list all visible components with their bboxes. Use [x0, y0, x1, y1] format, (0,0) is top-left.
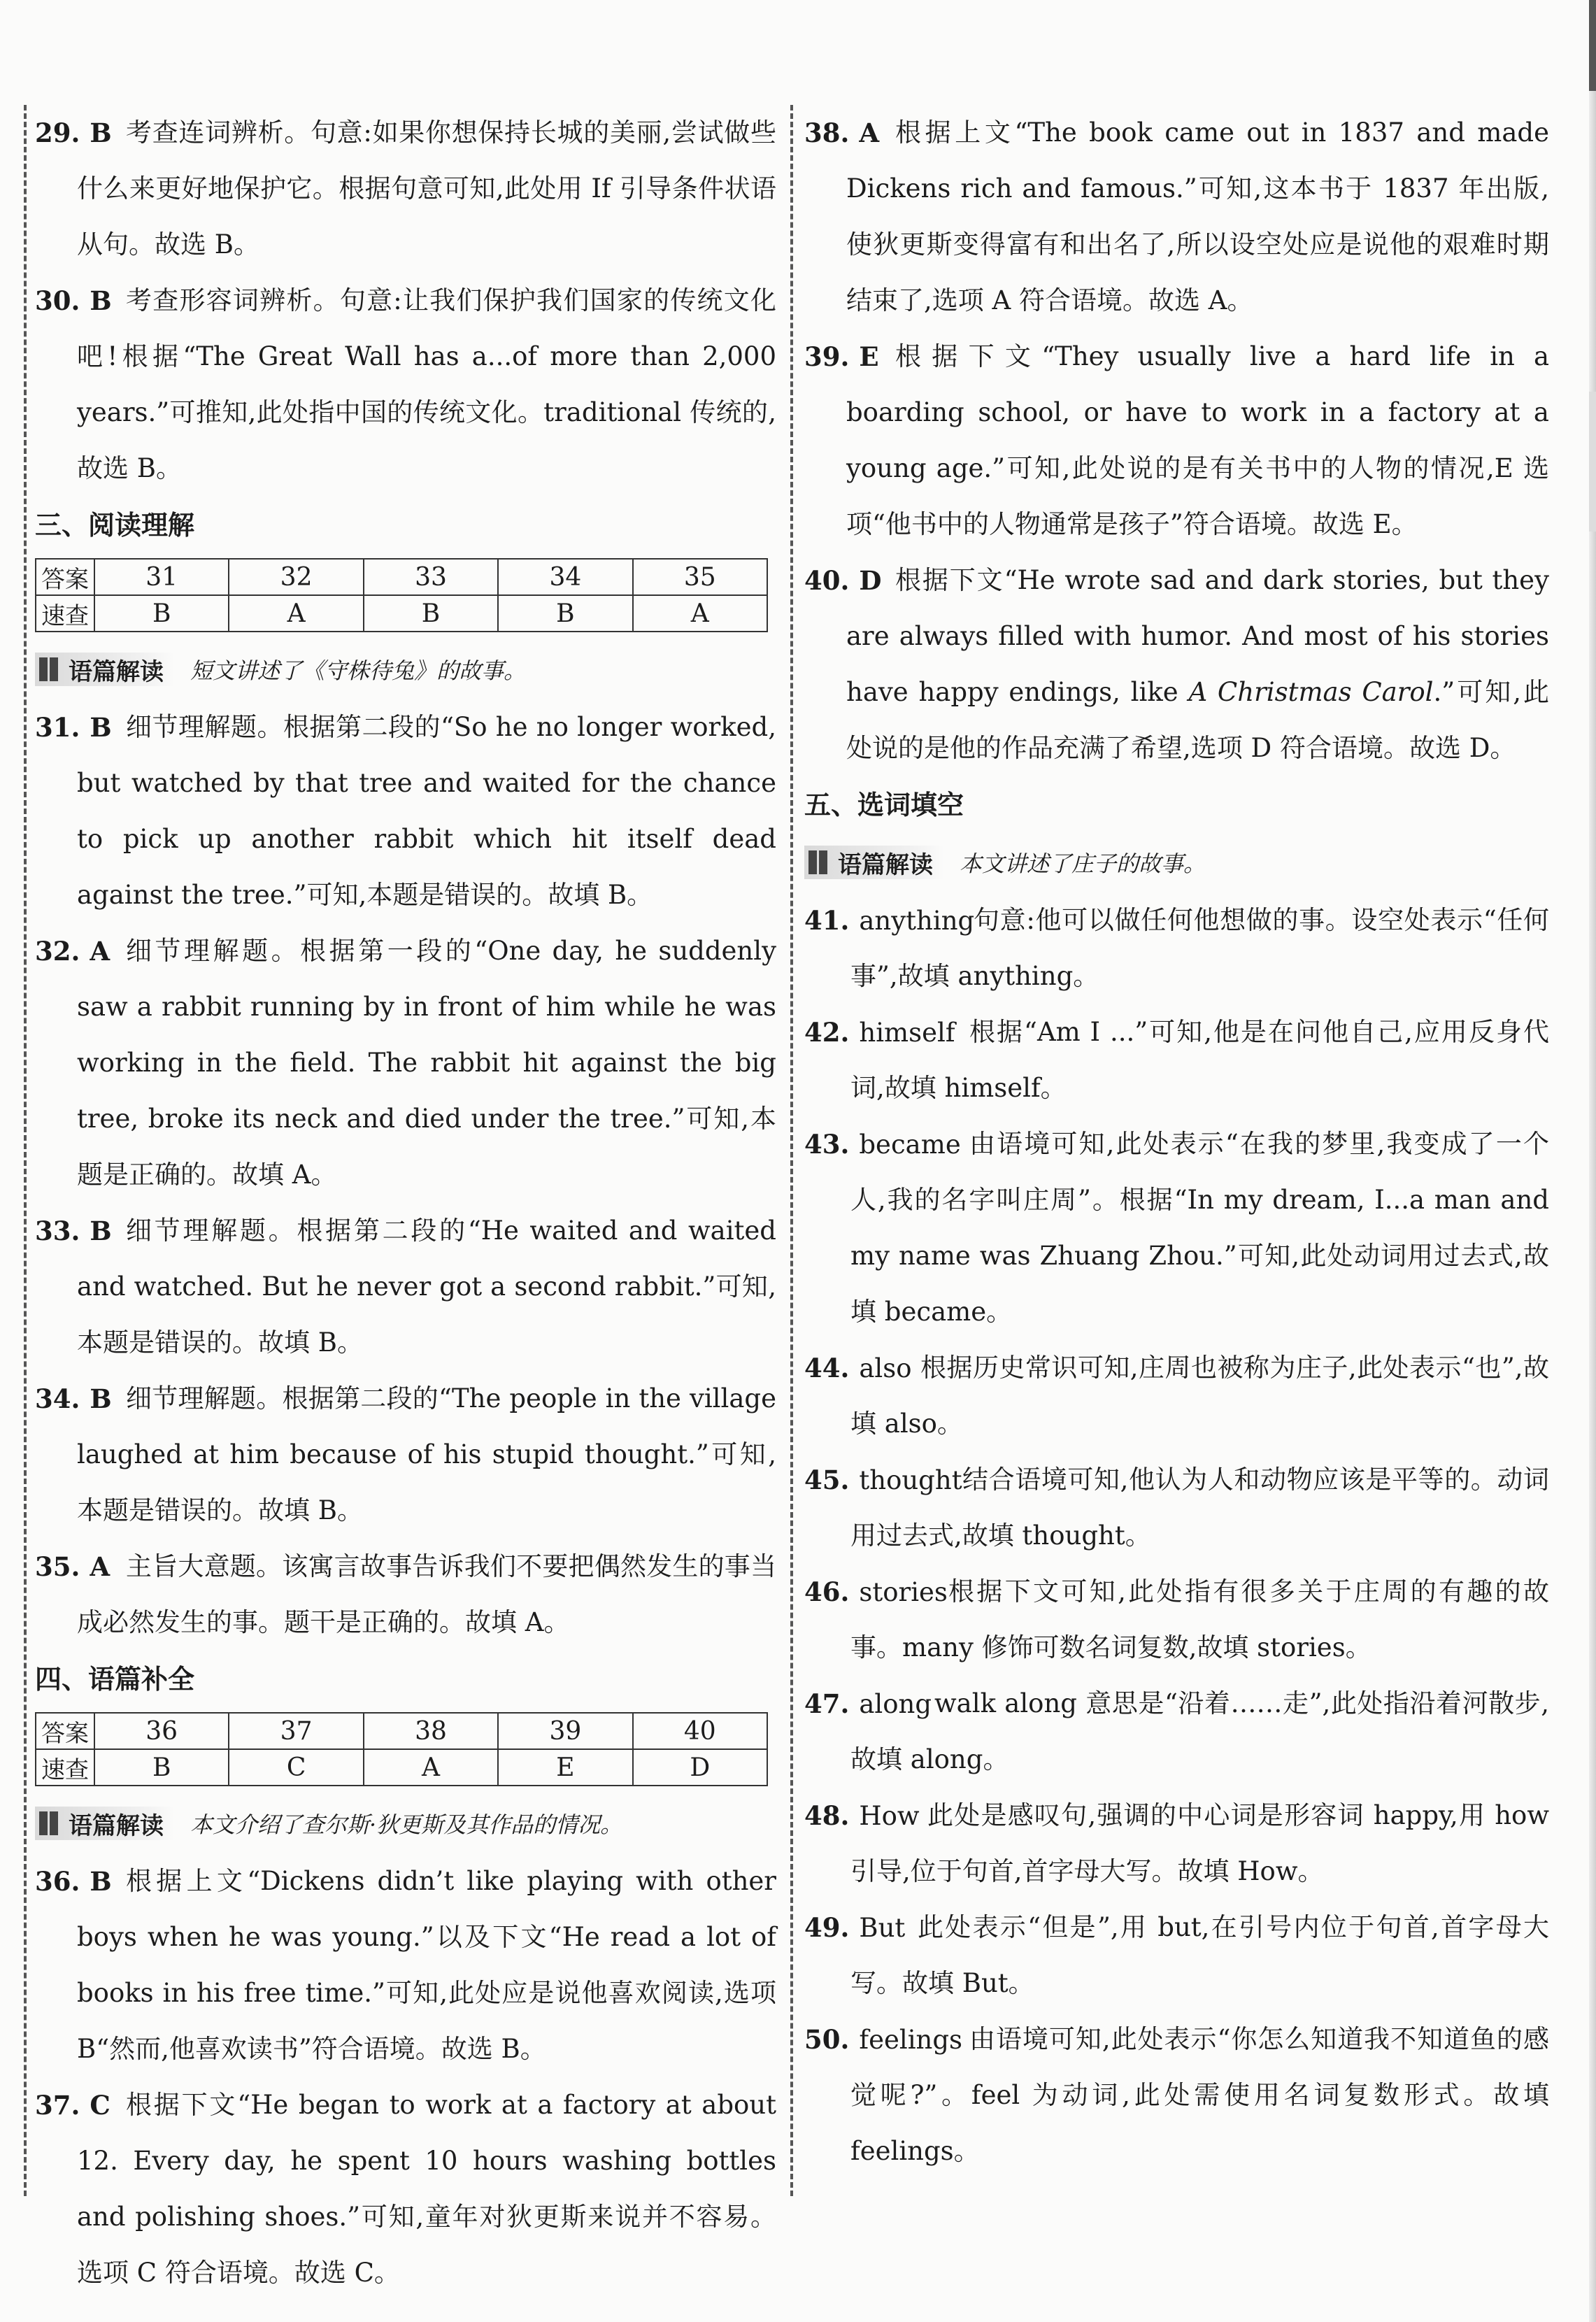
question-number: 40. — [804, 565, 850, 596]
table-cell-num: 40 — [633, 1713, 767, 1749]
question-34 — [35, 1371, 776, 1539]
explanation-text: 句意:他可以做任何他想做的事。设空处表示“任何事”,故填 anything。 — [850, 905, 1549, 991]
answer-letter: A — [90, 936, 111, 967]
explanation-text: 细节理解题。根据第二段的“So he no longer worked, but watched by that tree and waited for the chance to pick up another rabbit which hit itself dead against the tree.”可知,本题是错误的。故填 B。 — [77, 712, 776, 910]
answer-table-31-35 — [35, 558, 768, 632]
answer-word: feelings — [859, 2025, 963, 2055]
answer-word: became — [859, 1130, 961, 1160]
book-icon — [39, 657, 60, 681]
answer-letter: B — [90, 117, 112, 148]
question-number: 34. — [35, 1383, 80, 1414]
explanation-text: 根据下文“They usually live a hard life in a boarding school, or have to work in a factory at a young age.”可知,此处说的是有关书中的人物的情况,E 选项“他书中的人物通常是孩子”符合语境。故选 E。 — [846, 341, 1549, 539]
passage-summary-text: 本文讲述了庄子的故事。 — [960, 850, 1206, 877]
question-30 — [35, 273, 776, 497]
question-38 — [804, 105, 1549, 329]
explanation-text: 由语境可知,此处表示“在我的梦里,我变成了一个人,我的名字叫庄周”。根据“In my dream, I...a man and my name was Zhuang Zhou.”可知,此处动词用过去式,故填 became。 — [850, 1129, 1549, 1327]
table-cell-num: 38 — [364, 1713, 498, 1749]
table-cell-answer: A — [229, 595, 363, 632]
table-cell-num: 36 — [94, 1713, 229, 1749]
question-35 — [35, 1539, 776, 1651]
table-cell-num: 39 — [498, 1713, 632, 1749]
section-heading-passage-completion: 四、语篇补全 — [35, 1664, 195, 1695]
question-number: 32. — [35, 936, 80, 967]
book-icon — [808, 850, 829, 874]
passage-summary — [804, 835, 1549, 890]
passage-summary-label: 语篇解读 — [838, 850, 933, 879]
answer-letter: B — [90, 1216, 112, 1246]
question-number: 42. — [804, 1017, 850, 1048]
question-48 — [804, 1788, 1549, 1900]
book-title: A Christmas Carol — [1188, 677, 1434, 707]
question-31 — [35, 699, 776, 923]
question-number: 35. — [35, 1551, 80, 1582]
question-46 — [804, 1564, 1549, 1676]
question-number: 47. — [804, 1688, 850, 1719]
table-cell-answer: B — [498, 595, 632, 632]
question-number: 39. — [804, 341, 850, 372]
answer-word: anything — [859, 906, 975, 936]
page-edge — [1589, 0, 1596, 2322]
answer-word: also — [859, 1353, 912, 1383]
passage-summary-label: 语篇解读 — [69, 657, 164, 686]
question-number: 33. — [35, 1216, 80, 1246]
table-row-label: 答案 — [36, 559, 94, 595]
table-cell-num: 35 — [633, 559, 767, 595]
question-47 — [804, 1676, 1549, 1788]
answer-letter: D — [859, 565, 882, 596]
table-cell-answer: B — [364, 595, 498, 632]
answer-word: But — [859, 1913, 906, 1943]
answer-letter: A — [90, 1551, 111, 1582]
question-number: 49. — [804, 1912, 850, 1943]
question-number: 29. — [35, 117, 80, 148]
question-number: 30. — [35, 285, 80, 316]
question-49 — [804, 1900, 1549, 2011]
passage-summary-label: 语篇解读 — [69, 1811, 164, 1840]
question-number: 50. — [804, 2024, 850, 2055]
explanation-text: walk along 意思是“沿着……走”,此处指沿着河散步,故填 along。 — [850, 1688, 1549, 1774]
explanation-text: 此处是感叹句,强调的中心词是形容词 happy,用 how 引导,位于句首,首字母大写。故填 How。 — [850, 1800, 1549, 1886]
explanation-text: 结合语境可知,他认为人和动物应该是平等的。动词用过去式,故填 thought。 — [850, 1465, 1549, 1551]
answer-letter: C — [90, 2090, 111, 2121]
question-number: 45. — [804, 1465, 850, 1495]
question-37 — [35, 2077, 776, 2301]
explanation-text: 根据上文“Dickens didn’t like playing with other boys when he was young.”以及下文“He read a lot of books in his free time.”可知,此处应是说他喜欢阅读,选项 B“然而,他喜欢读书”符合语境。故选 B。 — [77, 1866, 776, 2064]
explanation-text: 根据“Am I ...”可知,他是在问他自己,应用反身代词,故填 himself。 — [850, 1017, 1549, 1103]
question-number: 37. — [35, 2090, 80, 2121]
table-cell-num: 32 — [229, 559, 363, 595]
table-cell-answer: D — [633, 1749, 767, 1786]
question-40 — [804, 553, 1549, 776]
left-margin-dashed-line — [24, 105, 27, 2196]
explanation-text: 考查连词辨析。句意:如果你想保持长城的美丽,尝试做些什么来更好地保护它。根据句意可知,此处用 If 引导条件状语从句。故选 B。 — [77, 117, 776, 259]
question-32 — [35, 923, 776, 1203]
section-heading-reading: 三、阅读理解 — [35, 510, 195, 541]
book-icon — [39, 1811, 60, 1835]
explanation-text: 细节理解题。根据第二段的“He waited and waited and watched. But he never got a second rabbit.”可知,本题是错误的。故填 B。 — [77, 1216, 776, 1358]
question-39 — [804, 329, 1549, 553]
explanation-text: 根据上文“The book came out in 1837 and made Dickens rich and famous.”可知,这本书于 1837 年出版,使狄更斯变得富有和出名了,所以设空处应是说他的艰难时期结束了,选项 A 符合语境。故选 A。 — [846, 117, 1549, 315]
table-cell-answer: C — [229, 1749, 363, 1786]
table-cell-answer: B — [94, 595, 229, 632]
answer-table-36-40 — [35, 1712, 768, 1786]
passage-summary-text: 本文介绍了查尔斯·狄更斯及其作品的情况。 — [190, 1811, 623, 1838]
passage-summary — [35, 1796, 776, 1851]
table-cell-answer: A — [633, 595, 767, 632]
explanation-text: 细节理解题。根据第二段的“The people in the village laughed at him because of his stupid thought.”可知,本题是错误的。故填 B。 — [77, 1383, 776, 1525]
explanation-text: 细节理解题。根据第一段的“One day, he suddenly saw a rabbit running by in front of him while he was working in the field. The rabbit hit against the big tree, broke its neck and died under the tree.”可知,本题是正确的。故填 A。 — [77, 936, 776, 1190]
explanation-text: 由语境可知,此处表示“你怎么知道我不知道鱼的感觉呢?”。feel 为动词,此处需使用名词复数形式。故填 feelings。 — [850, 2024, 1549, 2166]
question-36 — [35, 1853, 776, 2077]
question-number: 46. — [804, 1576, 850, 1607]
answer-word: thought — [859, 1465, 962, 1495]
question-33 — [35, 1203, 776, 1371]
question-number: 43. — [804, 1129, 850, 1160]
table-cell-num: 37 — [229, 1713, 363, 1749]
explanation-text: 此处表示“但是”,用 but,在引号内位于句首,首字母大写。故填 But。 — [850, 1912, 1549, 1998]
answer-letter: B — [90, 1866, 112, 1897]
answer-letter: E — [859, 341, 879, 372]
table-cell-answer: E — [498, 1749, 632, 1786]
answer-letter: A — [859, 117, 880, 148]
table-row-label: 速查 — [36, 1749, 94, 1786]
explanation-text: 根据下文“He wrote sad and dark stories, but they are always filled with humor. And most of his stories have happy endings, like A Christmas Carol.”可知,此处说的是他的作品充满了希望,选项 D 符合语境。故选 D。 — [846, 565, 1549, 763]
question-number: 31. — [35, 712, 80, 743]
question-number: 41. — [804, 905, 850, 936]
question-number: 36. — [35, 1866, 80, 1897]
answer-letter: B — [90, 285, 112, 316]
question-29 — [35, 105, 776, 273]
left-column — [35, 105, 776, 2301]
answer-letter: B — [90, 712, 112, 743]
question-42 — [804, 1004, 1549, 1116]
table-cell-num: 33 — [364, 559, 498, 595]
right-column — [804, 105, 1549, 2179]
question-number: 38. — [804, 117, 850, 148]
question-number: 44. — [804, 1353, 850, 1383]
explanation-text: 考查形容词辨析。句意:让我们保护我们国家的传统文化吧!根据“The Great Wall has a...of more than 2,000 years.”可推知,此处指中国的传统文化。traditional 传统的,故选 B。 — [77, 285, 776, 483]
explanation-text: 根据历史常识可知,庄周也被称为庄子,此处表示“也”,故填 also。 — [850, 1353, 1549, 1439]
table-row-label: 答案 — [36, 1713, 94, 1749]
table-row-label: 速查 — [36, 595, 94, 632]
passage-summary-text: 短文讲述了《守株待兔》的故事。 — [190, 657, 527, 684]
column-divider-dashed-line — [790, 105, 793, 2196]
explanation-text: 根据下文可知,此处指有很多关于庄周的有趣的故事。many 修饰可数名词复数,故填 stories。 — [850, 1576, 1549, 1662]
table-cell-num: 34 — [498, 559, 632, 595]
table-cell-answer: B — [94, 1749, 229, 1786]
question-41 — [804, 892, 1549, 1004]
section-heading-word-fill: 五、选词填空 — [804, 790, 964, 820]
table-cell-num: 31 — [94, 559, 229, 595]
question-43 — [804, 1116, 1549, 1340]
explanation-text: 主旨大意题。该寓言故事告诉我们不要把偶然发生的事当成必然发生的事。题干是正确的。故填 A。 — [77, 1551, 776, 1637]
answer-letter: B — [90, 1383, 112, 1414]
answer-word: stories — [859, 1577, 948, 1607]
question-45 — [804, 1452, 1549, 1564]
passage-summary — [35, 642, 776, 697]
question-number: 48. — [804, 1800, 850, 1831]
table-cell-answer: A — [364, 1749, 498, 1786]
answer-word: himself — [859, 1018, 955, 1048]
answer-word: How — [859, 1801, 920, 1831]
answer-word: along — [859, 1689, 932, 1719]
question-50 — [804, 2011, 1549, 2179]
question-44 — [804, 1340, 1549, 1452]
explanation-text: 根据下文“He began to work at a factory at about 12. Every day, he spent 10 hours washing bottles and polishing shoes.”可知,童年对狄更斯来说并不容易。选项 C 符合语境。故选 C。 — [77, 2090, 776, 2288]
